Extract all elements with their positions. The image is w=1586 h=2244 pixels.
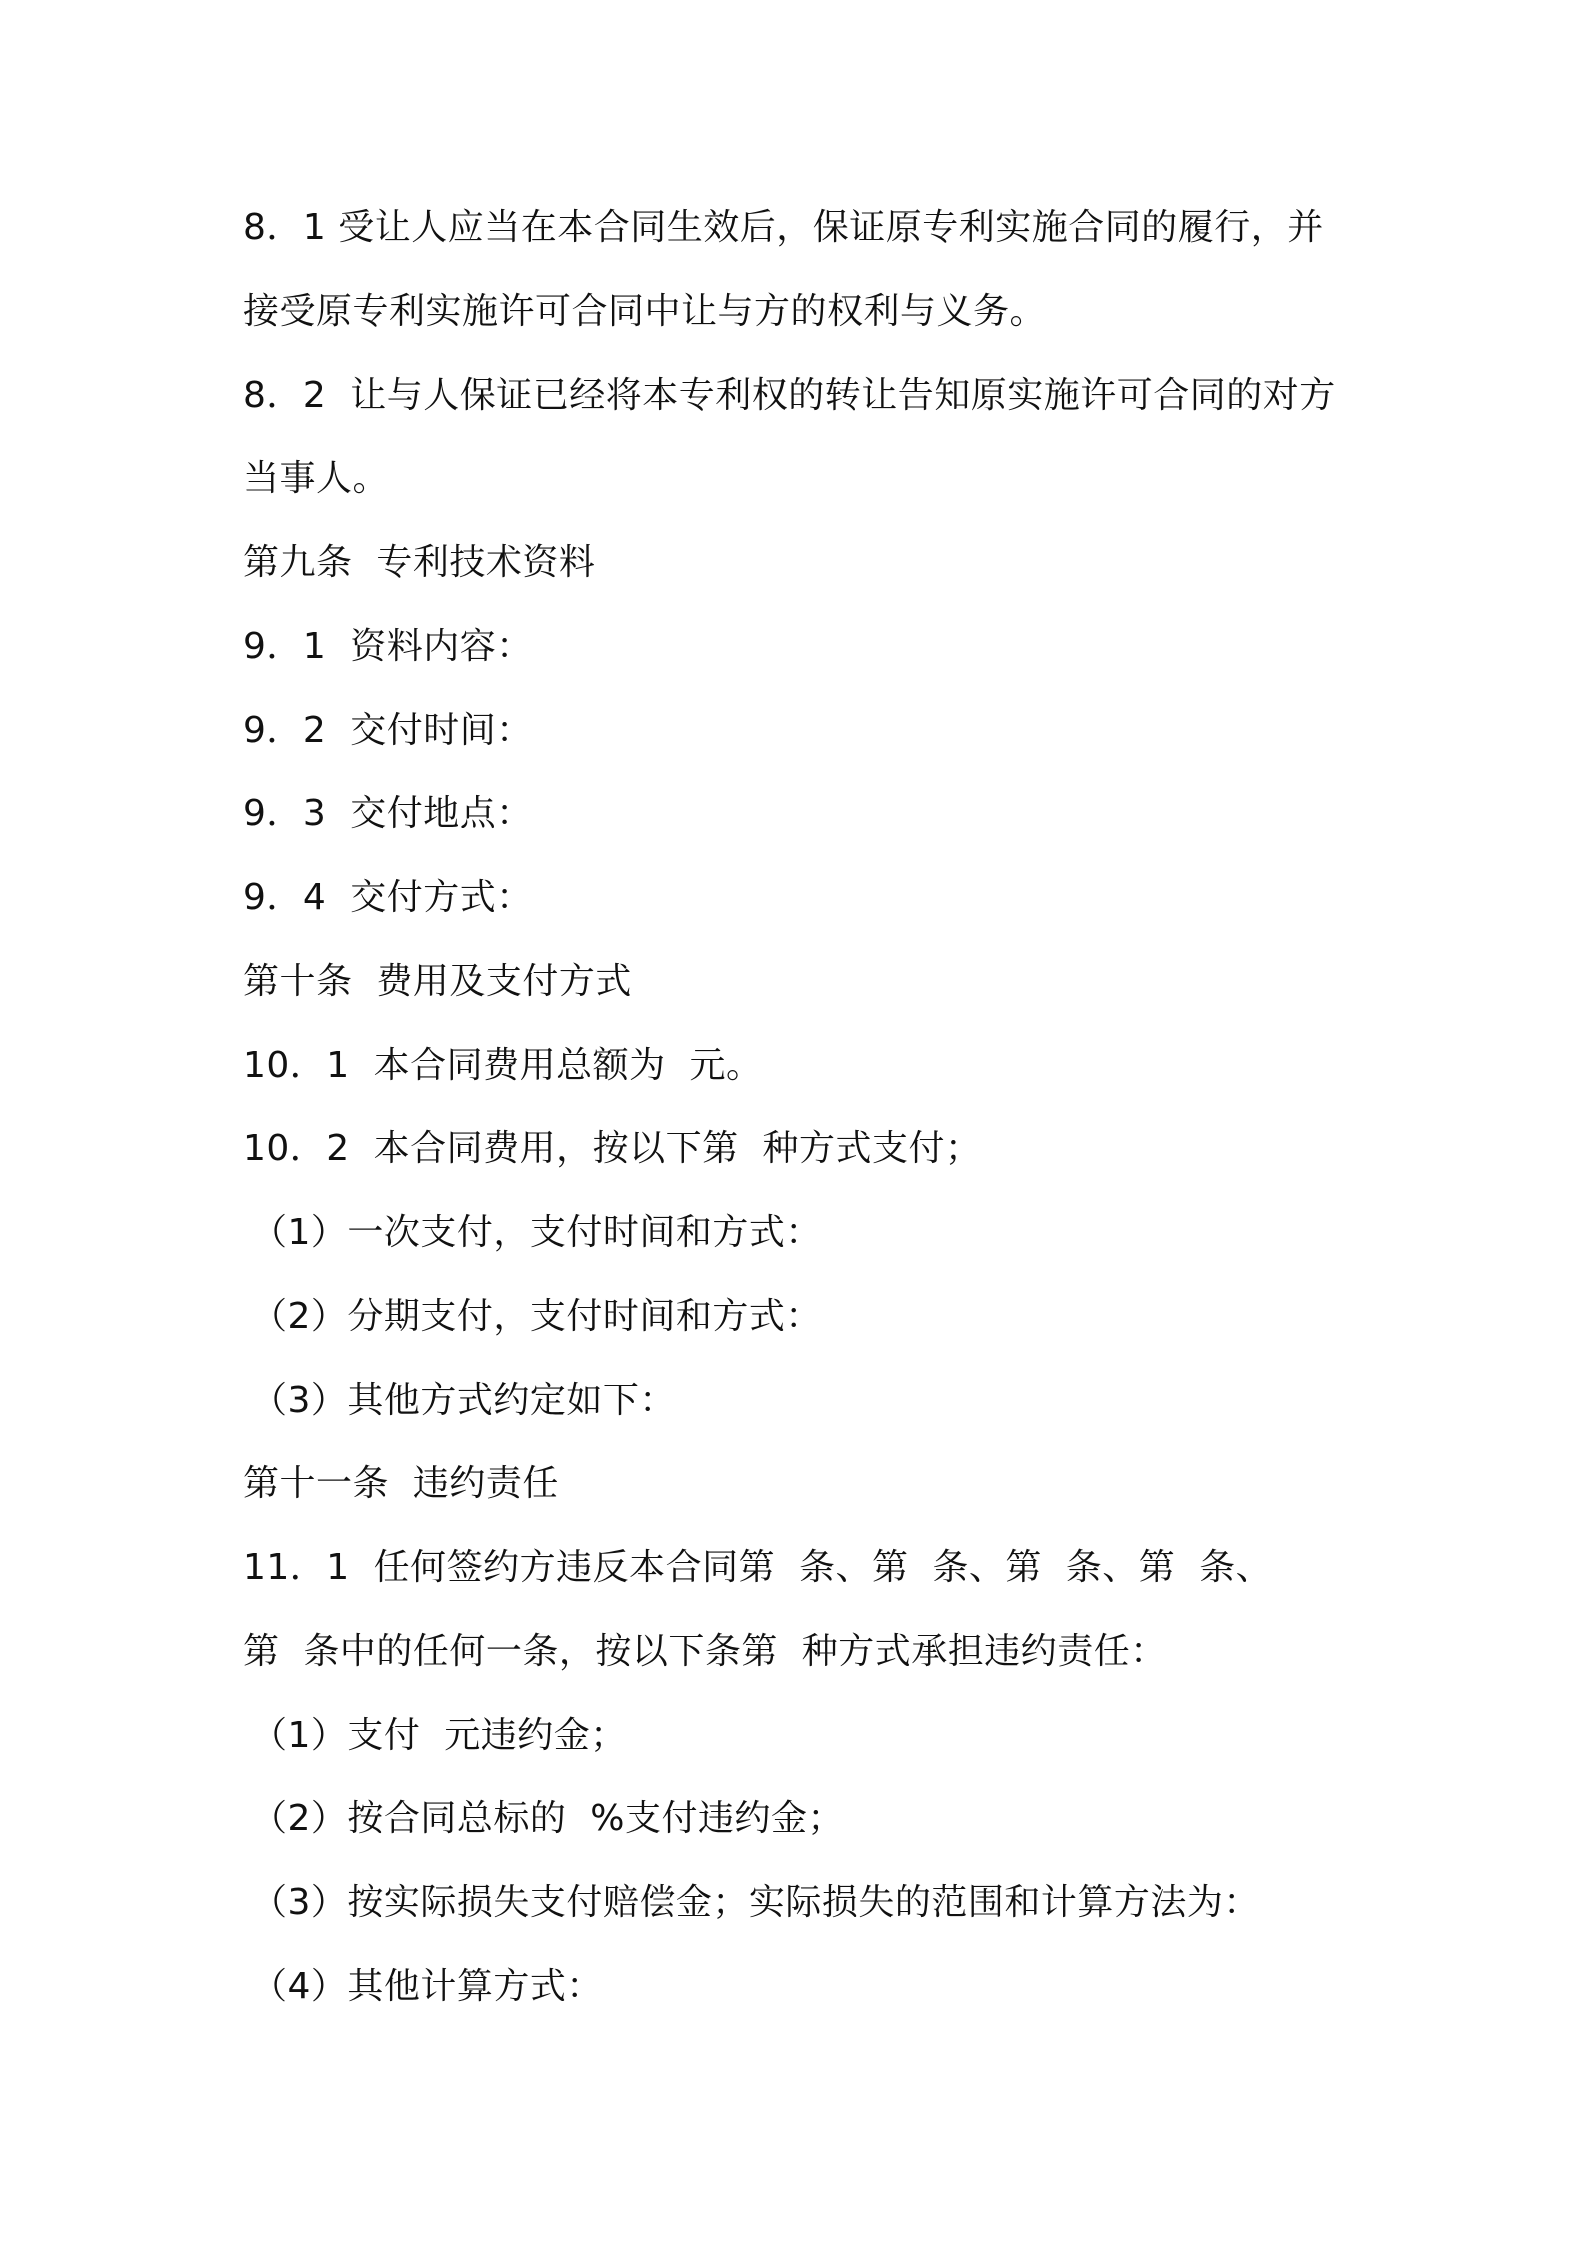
clause-10-1: 10．1 本合同费用总额为 元。 <box>243 1045 763 1086</box>
article-10-heading: 第十条 费用及支付方式 <box>243 961 632 1002</box>
clause-8-1-line-1: 8．1 受让人应当在本合同生效后，保证原专利实施合同的履行，并 <box>243 207 1324 248</box>
clause-9-1: 9．1 资料内容： <box>243 626 533 667</box>
clause-8-2-line-1: 8．2 让与人保证已经将本专利权的转让告知原实施许可合同的对方 <box>243 375 1336 416</box>
liability-option-4: （4）其他计算方式： <box>251 1966 603 2007</box>
clause-8-1-line-2: 接受原专利实施许可合同中让与方的权利与义务。 <box>243 291 1047 332</box>
clause-11-1-line-1: 11．1 任何签约方违反本合同第 条、第 条、第 条、第 条、 <box>243 1547 1273 1588</box>
liability-option-2: （2）按合同总标的 %支付违约金； <box>251 1798 844 1839</box>
article-9-heading: 第九条 专利技术资料 <box>243 542 596 583</box>
payment-option-2: （2）分期支付，支付时间和方式： <box>251 1296 822 1337</box>
clause-8-2-line-2: 当事人。 <box>243 458 390 499</box>
clause-9-3: 9．3 交付地点： <box>243 793 533 834</box>
liability-option-1: （1）支付 元违约金； <box>251 1715 627 1756</box>
article-11-heading: 第十一条 违约责任 <box>243 1463 559 1504</box>
payment-option-3: （3）其他方式约定如下： <box>251 1380 676 1421</box>
liability-option-3: （3）按实际损失支付赔偿金；实际损失的范围和计算方法为： <box>251 1882 1260 1923</box>
payment-option-1: （1）一次支付，支付时间和方式： <box>251 1212 822 1253</box>
clause-11-1-line-2: 第 条中的任何一条，按以下条第 种方式承担违约责任： <box>243 1631 1167 1672</box>
clause-10-2: 10．2 本合同费用，按以下第 种方式支付； <box>243 1128 982 1169</box>
clause-9-4: 9．4 交付方式： <box>243 877 533 918</box>
clause-9-2: 9．2 交付时间： <box>243 710 533 751</box>
